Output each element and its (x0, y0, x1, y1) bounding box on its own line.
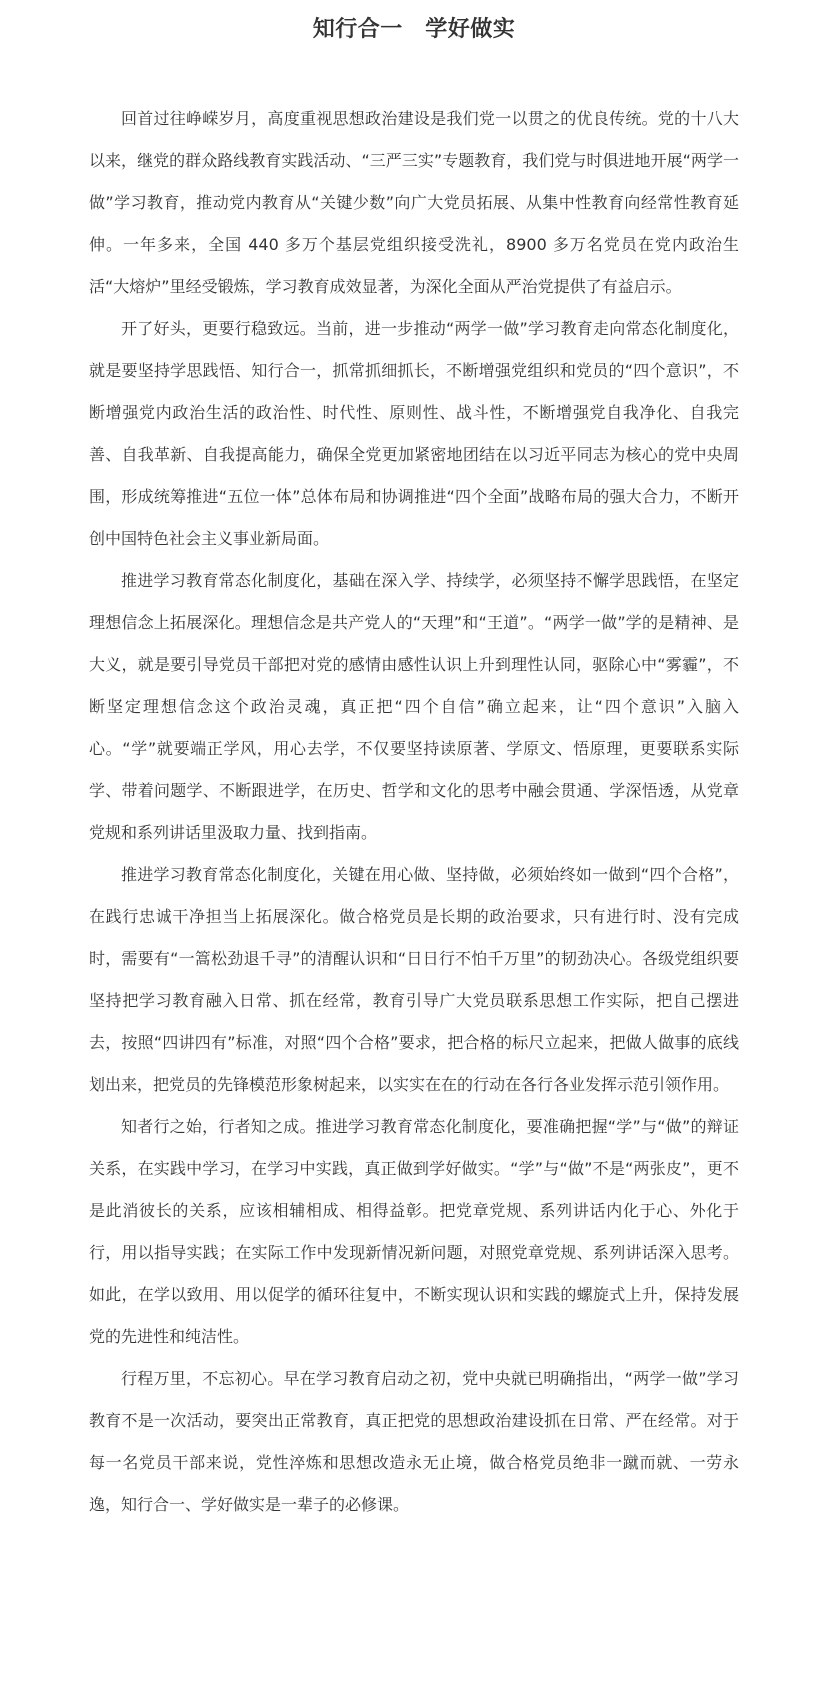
article-paragraph: 推进学习教育常态化制度化，基础在深入学、持续学，必须坚持不懈学思践悟，在坚定理想信念上拓展深化。理想信念是共产党人的“天理”和“王道”。“两学一做”学的是精神、是大义，就是要引导党员干部把对党的感情由感性认识上升到理性认同，驱除心中“雾霾”，不断坚定理想信念这个政治灵魂，真正把“四个自信”确立起来，让“四个意识”入脑入心。“学”就要端正学风，用心去学，不仅要坚持读原著、学原文、悟原理，更要联系实际学、带着问题学、不断跟进学，在历史、哲学和文化的思考中融会贯通、学深悟透，从党章党规和系列讲话里汲取力量、找到指南。 (89, 571, 739, 842)
article-paragraph: 开了好头，更要行稳致远。当前，进一步推动“两学一做”学习教育走向常态化制度化，就是要坚持学思践悟、知行合一，抓常抓细抓长，不断增强党组织和党员的“四个意识”，不断增强党内政治生活的政治性、时代性、原则性、战斗性，不断增强党自我净化、自我完善、自我革新、自我提高能力，确保全党更加紧密地团结在以习近平同志为核心的党中央周围，形成统筹推进“五位一体”总体布局和协调推进“四个全面”战略布局的强大合力，不断开创中国特色社会主义事业新局面。 (89, 319, 739, 548)
article-title: 知行合一 学好做实 (312, 17, 516, 42)
article-body (89, 98, 739, 1526)
article-paragraph: 行程万里，不忘初心。早在学习教育启动之初，党中央就已明确指出，“两学一做”学习教育不是一次活动，要突出正常教育，真正把党的思想政治建设抓在日常、严在经常。对于每一名党员干部来说，党性淬炼和思想改造永无止境，做合格党员绝非一蹴而就、一劳永逸，知行合一、学好做实是一辈子的必修课。 (89, 1369, 739, 1514)
article-paragraph: 推进学习教育常态化制度化，关键在用心做、坚持做，必须始终如一做到“四个合格”，在践行忠诚干净担当上拓展深化。做合格党员是长期的政治要求，只有进行时、没有完成时，需要有“一篙松劲退千寻”的清醒认识和“日日行不怕千万里”的韧劲决心。各级党组织要坚持把学习教育融入日常、抓在经常，教育引导广大党员联系思想工作实际，把自己摆进去，按照“四讲四有”标准，对照“四个合格”要求，把合格的标尺立起来，把做人做事的底线划出来，把党员的先锋模范形象树起来，以实实在在的行动在各行各业发挥示范引领作用。 (89, 865, 739, 1094)
article-paragraph: 回首过往峥嵘岁月，高度重视思想政治建设是我们党一以贯之的优良传统。党的十八大以来，继党的群众路线教育实践活动、“三严三实”专题教育，我们党与时俱进地开展“两学一做”学习教育，推动党内教育从“关键少数”向广大党员拓展、从集中性教育向经常性教育延伸。一年多来，全国 440 多万个基层党组织接受洗礼，8900 多万名党员在党内政治生活“大熔炉”里经受锻炼，学习教育成效显著，为深化全面从严治党提供了有益启示。 (89, 109, 739, 296)
article-paragraph: 知者行之始，行者知之成。推进学习教育常态化制度化，要准确把握“学”与“做”的辩证关系，在实践中学习，在学习中实践，真正做到学好做实。“学”与“做”不是“两张皮”，更不是此消彼长的关系，应该相辅相成、相得益彰。把党章党规、系列讲话内化于心、外化于行，用以指导实践；在实际工作中发现新情况新问题，对照党章党规、系列讲话深入思考。如此，在学以致用、用以促学的循环往复中，不断实现认识和实践的螺旋式上升，保持发展党的先进性和纯洁性。 (89, 1117, 739, 1346)
